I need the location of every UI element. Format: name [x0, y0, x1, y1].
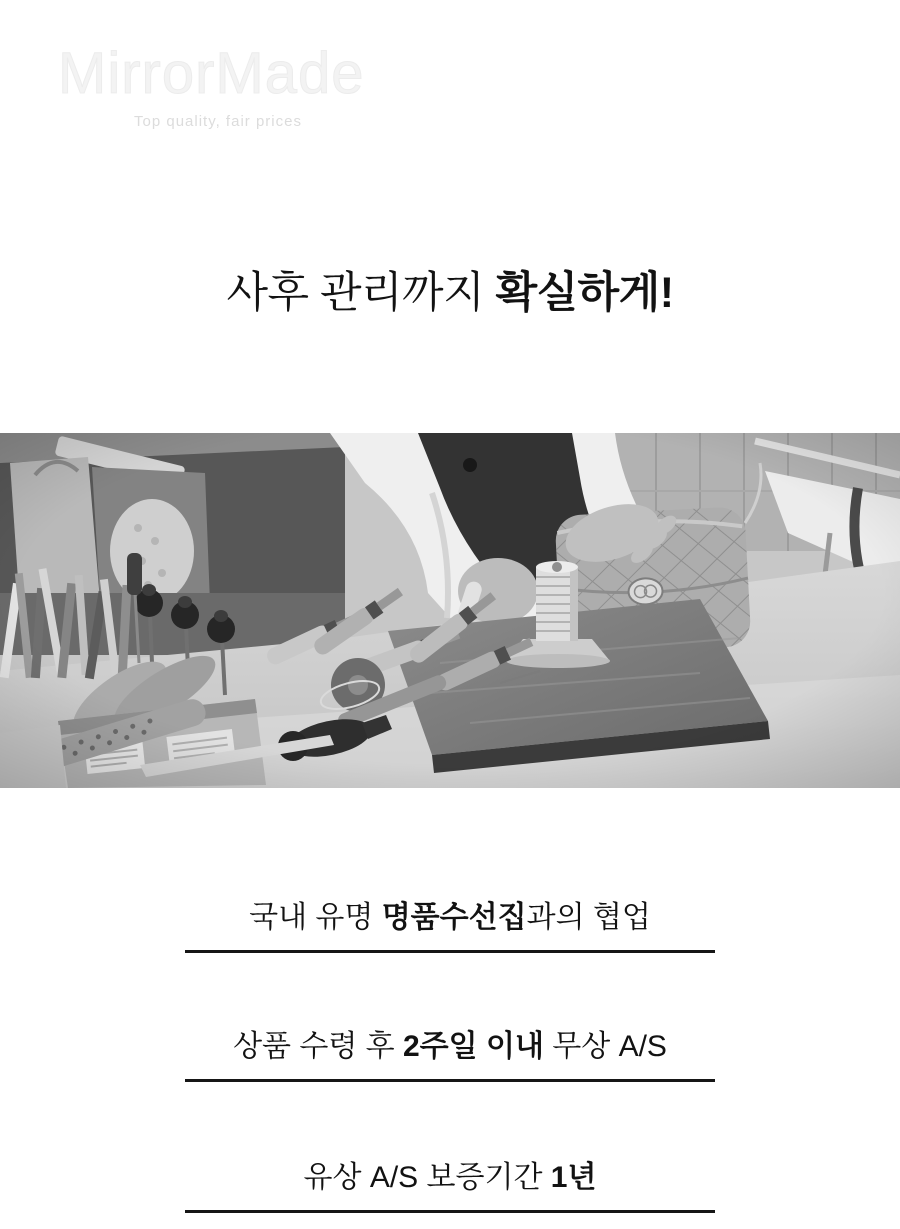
feature-underline — [185, 1210, 715, 1213]
feature-text-pre: 국내 유명 — [249, 901, 382, 934]
feature-text-pre: 상품 수령 후 — [233, 1030, 403, 1063]
workshop-photo — [0, 433, 900, 788]
feature-underline — [185, 1079, 715, 1082]
feature-text-post: 무상 A/S — [543, 1030, 667, 1063]
feature-text-bold: 명품수선집 — [381, 901, 527, 934]
feature-underline — [185, 950, 715, 953]
headline-regular: 사후 관리까지 — [226, 269, 496, 317]
feature-free-as — [0, 1029, 900, 1082]
brand-logo: MirrorMade — [58, 41, 365, 106]
headline-emphasis: 확실하게! — [495, 269, 674, 317]
feature-text-bold: 1년 — [550, 1161, 597, 1194]
brand-tagline: Top quality, fair prices — [134, 113, 302, 130]
feature-text — [0, 1160, 900, 1196]
feature-text-post: 과의 협업 — [526, 901, 651, 934]
workshop-photo-illustration — [0, 433, 900, 788]
feature-text — [0, 900, 900, 936]
feature-paid-warranty — [0, 1160, 900, 1213]
feature-text — [0, 1029, 900, 1065]
feature-text-bold: 2주일 이내 — [402, 1030, 544, 1063]
feature-collaboration — [0, 900, 900, 953]
section-headline — [0, 268, 900, 320]
feature-text-pre: 유상 A/S 보증기간 — [303, 1161, 551, 1194]
